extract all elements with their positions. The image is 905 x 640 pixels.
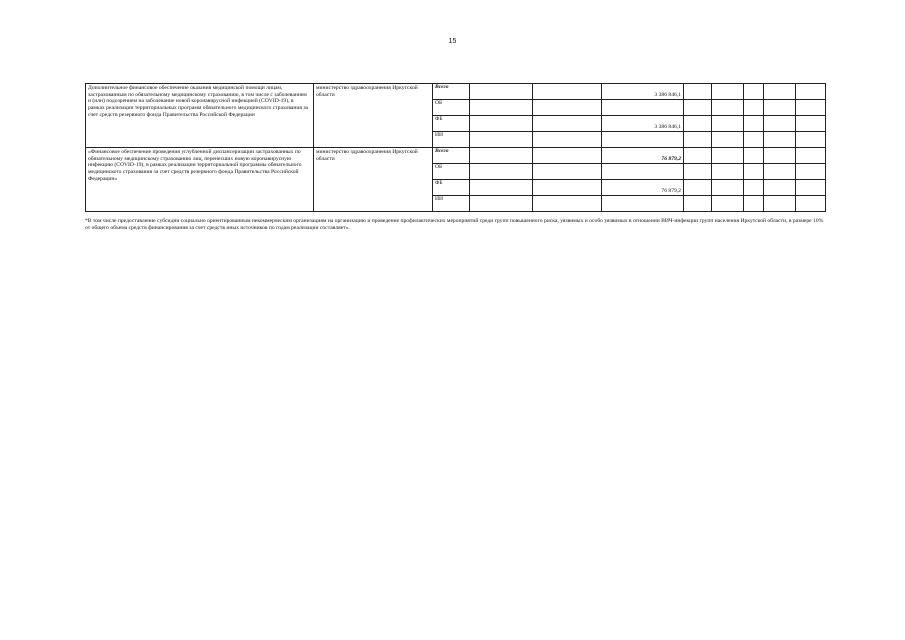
measure-description: Дополнительное финансовое обеспечение оказания медицинской помощи лицам, застрахованным по обязательному медицинскому страхованию, в том числе с заболеванием и (или) подозрением на заболевание новой коронавирусной инфекцией (COVID-19), в рамках реализации территориальных программ обязательного медицинского страхования за счет средств резервного фонда Правительства Российской Федерации bbox=[86, 84, 314, 148]
empty-cell bbox=[764, 84, 796, 100]
amount-cell bbox=[602, 196, 684, 212]
empty-cell bbox=[684, 196, 712, 212]
funding-source-cell: ФБ bbox=[433, 116, 470, 132]
empty-cell bbox=[470, 164, 533, 180]
empty-cell bbox=[712, 180, 744, 196]
amount-cell: 76 879,2 bbox=[602, 148, 684, 164]
empty-cell bbox=[744, 196, 764, 212]
empty-cell bbox=[796, 164, 826, 180]
empty-cell bbox=[712, 84, 744, 100]
empty-cell bbox=[764, 116, 796, 132]
empty-cell bbox=[712, 132, 744, 148]
empty-cell bbox=[712, 116, 744, 132]
empty-cell bbox=[533, 164, 602, 180]
funding-source-cell: ИИ bbox=[433, 132, 470, 148]
empty-cell bbox=[533, 180, 602, 196]
empty-cell bbox=[764, 180, 796, 196]
funding-source-cell: ОБ bbox=[433, 100, 470, 116]
empty-cell bbox=[533, 84, 602, 100]
empty-cell bbox=[684, 148, 712, 164]
empty-cell bbox=[533, 196, 602, 212]
empty-cell bbox=[470, 84, 533, 100]
funding-source-cell: ФБ bbox=[433, 180, 470, 196]
empty-cell bbox=[796, 132, 826, 148]
empty-cell bbox=[470, 116, 533, 132]
empty-cell bbox=[744, 116, 764, 132]
empty-cell bbox=[744, 84, 764, 100]
empty-cell bbox=[744, 132, 764, 148]
empty-cell bbox=[796, 148, 826, 164]
empty-cell bbox=[744, 100, 764, 116]
empty-cell bbox=[533, 100, 602, 116]
empty-cell bbox=[533, 132, 602, 148]
empty-cell bbox=[744, 148, 764, 164]
empty-cell bbox=[684, 132, 712, 148]
empty-cell bbox=[533, 116, 602, 132]
empty-cell bbox=[744, 164, 764, 180]
table-row bbox=[86, 84, 826, 100]
measure-description: «Финансовое обеспечение проведения углубленной диспансеризации застрахованных по обязательному медицинскому страхованию лиц, перенесших новую коронавирусную инфекцию (COVID-19), в рамках реализации территориальной программы обязательного медицинского страхования за счет средств резервного фонда Правительства Российской Федерации» bbox=[86, 148, 314, 212]
amount-cell: 3 386 846,1 bbox=[602, 84, 684, 100]
amount-cell: 3 386 846,1 bbox=[602, 116, 684, 132]
budget-table bbox=[85, 83, 826, 212]
empty-cell bbox=[470, 196, 533, 212]
empty-cell bbox=[684, 164, 712, 180]
empty-cell bbox=[684, 180, 712, 196]
empty-cell bbox=[712, 196, 744, 212]
empty-cell bbox=[470, 180, 533, 196]
empty-cell bbox=[470, 100, 533, 116]
empty-cell bbox=[796, 116, 826, 132]
empty-cell bbox=[712, 100, 744, 116]
funding-source-cell: ОБ bbox=[433, 164, 470, 180]
executor-cell: министерство здравоохранения Иркутской области bbox=[314, 84, 433, 148]
empty-cell bbox=[796, 84, 826, 100]
amount-cell: 76 879,2 bbox=[602, 180, 684, 196]
empty-cell bbox=[764, 164, 796, 180]
empty-cell bbox=[764, 100, 796, 116]
empty-cell bbox=[796, 100, 826, 116]
empty-cell bbox=[684, 100, 712, 116]
empty-cell bbox=[684, 84, 712, 100]
page-number: 15 bbox=[448, 38, 457, 45]
empty-cell bbox=[796, 196, 826, 212]
amount-cell bbox=[602, 132, 684, 148]
funding-source-cell: Всего bbox=[433, 84, 470, 100]
footnote: *В том числе предоставление субсидии социально ориентированным некоммерческим организациям на организацию и проведение профилактических мероприятий среди групп повышенного риска, уязвимых и особо уязвимых в отношении ВИЧ-инфекции групп населения Иркутской области, в размере 10% от общего объема средств финансирования за счет средств иных источников по годам реализации составляет». bbox=[85, 218, 824, 231]
empty-cell bbox=[796, 180, 826, 196]
empty-cell bbox=[684, 116, 712, 132]
empty-cell bbox=[712, 164, 744, 180]
empty-cell bbox=[470, 132, 533, 148]
empty-cell bbox=[764, 148, 796, 164]
empty-cell bbox=[712, 148, 744, 164]
empty-cell bbox=[764, 196, 796, 212]
amount-cell bbox=[602, 100, 684, 116]
executor-cell: министерство здравоохранения Иркутской области bbox=[314, 148, 433, 212]
empty-cell bbox=[470, 148, 533, 164]
funding-source-cell: ИИ bbox=[433, 196, 470, 212]
table-row bbox=[86, 148, 826, 164]
empty-cell bbox=[764, 132, 796, 148]
empty-cell bbox=[533, 148, 602, 164]
empty-cell bbox=[744, 180, 764, 196]
amount-cell bbox=[602, 164, 684, 180]
funding-source-cell: Всего bbox=[433, 148, 470, 164]
